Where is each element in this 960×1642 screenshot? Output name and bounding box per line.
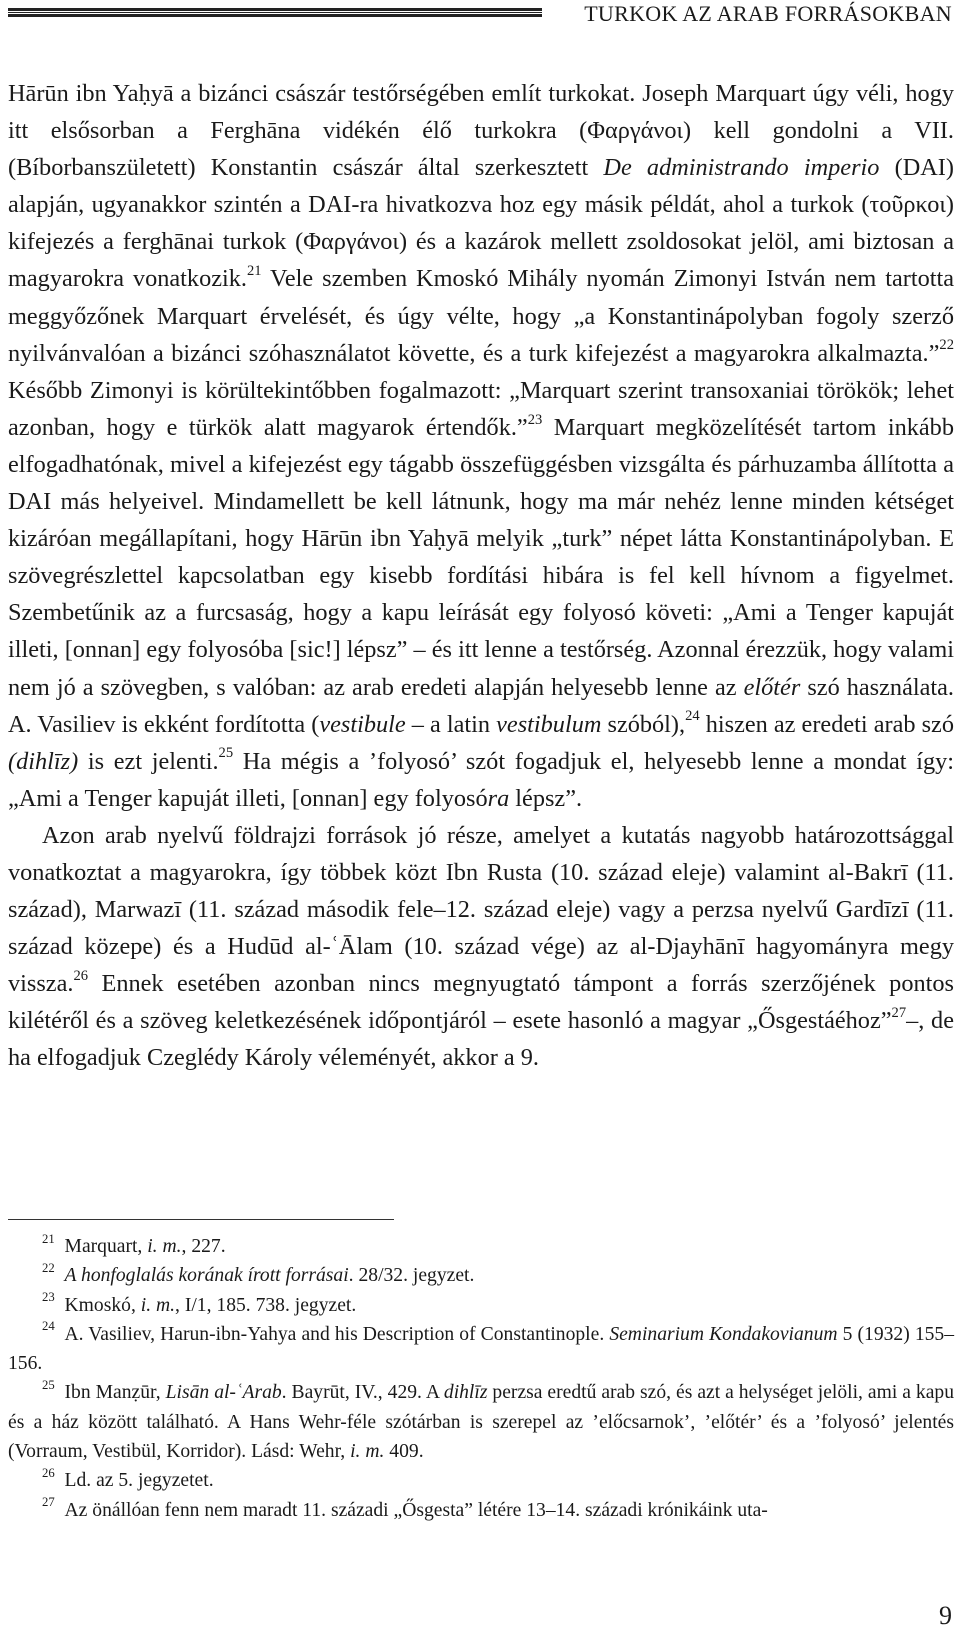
text-run: Később Zimonyi is körültekintőbben fogalmazott: „Marquart szerint transoxaniai törökök; lehet azonban, hogy e türkök alatt magyarok értendők.” [8, 376, 954, 441]
text-run: –, de ha elfogadjuk Czeglédy Károly véleményét, akkor a 9. [8, 1007, 954, 1072]
footnote-separator [8, 1219, 394, 1220]
text-run: , 227. [181, 1236, 226, 1257]
footnote-ref: 25 [218, 745, 234, 762]
text-run: 5 (1932) 155–156. [8, 1323, 955, 1375]
page-number: 9 [939, 1601, 952, 1630]
italic-text: vestibule [319, 710, 406, 738]
italic-text: i. m. [147, 1236, 182, 1257]
footnote-number: 23 [42, 1290, 55, 1305]
text-run: Kmoskó, [64, 1294, 141, 1316]
footnote-number: 27 [42, 1495, 55, 1510]
footnote [8, 1232, 954, 1261]
italic-text: ra [487, 784, 510, 812]
footnote-ref: 26 [73, 967, 89, 984]
text-run: Ennek esetében azonban nincs megnyugtató támpont a forrás szerzőjének pontos kilétéről és a szöveg keletkezésének időpontjáról – esete hasonló a magyar „Ősgestáéhoz” [8, 970, 954, 1035]
text-run: lépsz”. [509, 784, 583, 812]
text-run: . Bayrūt, IV., 429. A [281, 1382, 444, 1404]
footnote [8, 1320, 954, 1379]
footnote-ref: 27 [891, 1005, 907, 1022]
italic-text: De administrando imperio [603, 154, 880, 182]
paragraph [8, 75, 954, 817]
text-run: . 28/32. jegyzet. [348, 1265, 475, 1287]
text-run: , I/1, 185. 738. jegyzet. [175, 1294, 357, 1316]
text-run: Ibn Manẓūr, [64, 1382, 166, 1404]
footnote [8, 1261, 954, 1290]
footnote [8, 1378, 954, 1466]
italic-text: dihlīz [443, 1382, 488, 1404]
text-run: 409. [384, 1441, 424, 1463]
text-run: Azon arab nyelvű földrajzi források jó része, amelyet a kutatás nagyobb határozottsággal vonatkoztat a magyarokra, így többek közt Ibn Rusta (10. század eleje) valamint al-Bakrī (11. század), Marwazī (11. század második fele–12. század eleje) vagy a perzsa nyelvű Gardīzī (11. század közepe) és a Hudūd al-ʿĀlam (10. század vége) az al-Djayhānī hagyományra megy vissza. [8, 821, 954, 998]
footnote-number: 22 [42, 1260, 55, 1275]
text-run: (DAI) alapján, ugyanakkor szintén a DAI-ra hivatkozva hoz egy másik példát, ahol a turkok (τοῦρκοι) kifejezés a ferghānai turkok (Φαργάνοι) és a kazárok mellett zsoldosokat jelöl, ami biztosan a magyarokra vonatkozik. [8, 154, 954, 293]
italic-text: Seminarium Kondakovianum [609, 1323, 838, 1345]
footnote-ref: 22 [939, 337, 954, 354]
footnotes [8, 1232, 954, 1525]
main-text [8, 75, 954, 1077]
footnote-number: 25 [42, 1378, 55, 1393]
text-run: Ha mégis a ’folyosó’ szót fogadjuk el, helyesebb lenne a mondat így: „Ami a Tenger kapuját illeti, [onnan] egy folyosó [8, 747, 955, 812]
text-run: Az önállóan fenn nem maradt 11. századi „Ősgesta” létére 13–14. századi krónikáink uta- [64, 1499, 768, 1521]
footnote [8, 1291, 954, 1320]
header-rule [8, 8, 542, 17]
text-run: is ezt jelenti. [78, 747, 219, 775]
text-run: Hārūn ibn Yaḥyā a bizánci császár testőrségében említ turkokat. Joseph Marquart úgy véli, hogy itt elsősorban a Ferghāna vidékén élő turkokra (Φαργάνοι) kell gondolni a VII. (Bíborbanszületett) Konstantin császár által szerkesztett [8, 80, 954, 182]
text-run: szóból), [601, 710, 686, 738]
italic-text: i. m. [140, 1294, 176, 1316]
text-run: perzsa eredtű arab szó, és azt a helységet jelöli, ami a kapu és a ház között található. A Hans Wehr-féle szótárban is szerepel az ’előcsarnok’, ’előtér’ és a ’folyosó’ jelentés (Vorraum, Vestibül, Korridor). Lásd: Wehr, [8, 1382, 955, 1463]
footnote-number: 26 [42, 1465, 55, 1480]
text-run: hiszen az eredeti arab szó [699, 710, 954, 738]
paragraph [8, 817, 954, 1077]
footnote-number: 24 [42, 1319, 55, 1334]
footnote [8, 1466, 954, 1495]
text-run: – a latin [405, 710, 497, 738]
italic-text: i. m. [350, 1441, 385, 1463]
running-head: TURKOK AZ ARAB FORRÁSOKBAN [584, 1, 952, 26]
italic-text: Lisān al-ʿArab [165, 1382, 282, 1404]
italic-text: vestibulum [496, 710, 602, 738]
footnote-number: 21 [42, 1231, 55, 1246]
footnote-ref: 24 [685, 708, 700, 725]
text-run: Ld. az 5. jegyzetet. [64, 1470, 214, 1492]
italic-text: (dihlīz) [8, 747, 79, 775]
footnote-ref: 23 [527, 411, 543, 428]
text-run: Marquart megközelítését tartom inkább elfogadhatónak, mivel a kifejezést egy tágabb összefüggésben vizsgálta és párhuzamba állította a DAI más helyeivel. Mindamellett be kell látnunk, hogy ma már nehéz lenne minden kétséget kizáróan megállapítani, hogy Hārūn ibn Yaḥyā melyik „turk” népet látta Konstantinápolyban. E szövegrészlettel kapcsolatban egy kisebb fordítási hibára is fel kell hívnom a figyelmet. Szembetűnik az a furcsaság, hogy a kapu leírását egy folyosó követi: „Ami a Tenger kapuját illeti, [onnan] egy folyosóba [sic!] lépsz” – és itt lenne a testőrség. Azonnal érezzük, hogy valami nem jó a szövegben, s valóban: az arab eredeti alapján helyesebb lenne az [8, 413, 954, 701]
italic-text: előtér [743, 673, 801, 701]
text-run: Vele szemben Kmoskó Mihály nyomán Zimonyi István nem tartotta meggyőzőnek Marquart érvelését, és úgy vélte, hogy „a Konstantinápolyban fogoly szerző nyilvánvalóan a bizánci szóhasználatot követte, és a turk kifejezést a magyarokra alkalmazta.” [8, 265, 955, 367]
text-run: szó használata. A. Vasiliev is ekként fordította ( [8, 673, 954, 738]
italic-text: A honfoglalás korának írott forrásai [64, 1265, 349, 1287]
text-run: Marquart, [64, 1236, 148, 1257]
text-run: A. Vasiliev, Harun-ibn-Yahya and his Description of Constantinople. [64, 1323, 610, 1345]
footnote-ref: 21 [246, 263, 262, 280]
footnote [8, 1496, 954, 1525]
